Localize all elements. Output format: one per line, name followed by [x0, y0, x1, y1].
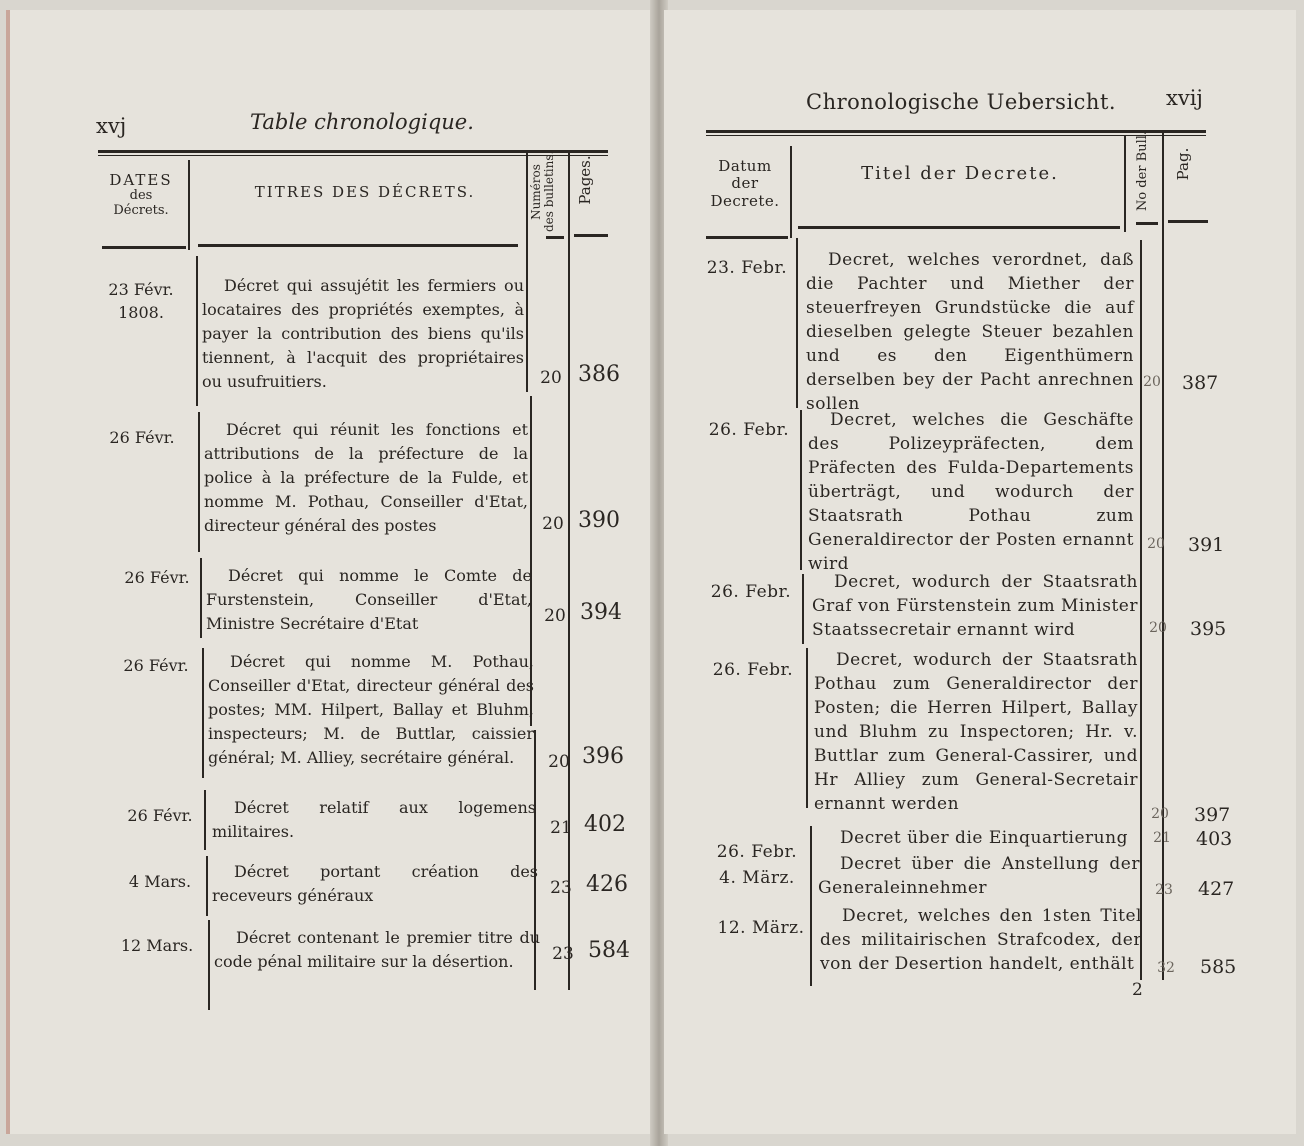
- left-row-7-title: Décret contenant le premier titre du code pénal militaire sur la désertion.: [214, 928, 540, 971]
- left-row-6-title: Décret portant création des receveurs généraux: [212, 862, 538, 905]
- left-folio: xvj: [96, 114, 127, 138]
- right-vrule-titel: [1140, 240, 1142, 980]
- right-row-6-bulletin: 23: [1155, 882, 1173, 898]
- right-row-1-page: 387: [1182, 372, 1219, 394]
- left-header-dates: DATES des Décrets.: [109, 171, 173, 219]
- right-vrule-datum-5: [810, 826, 812, 986]
- right-row-3-title: Decret, wodurch der Staatsrath Graf von Fürstenstein zum Minister Staatssecretair ernannt wird: [812, 572, 1138, 640]
- left-header-rule-pages: [574, 234, 608, 237]
- right-top-rule-thin: [706, 135, 1206, 136]
- left-row-3-page: 394: [580, 600, 622, 625]
- left-header-bulletins: Numéros des bulletins.: [529, 150, 556, 232]
- left-header-pages: Pages.: [576, 155, 594, 205]
- right-row-5-bulletin: 21: [1153, 830, 1171, 846]
- right-vrule-datum-1: [796, 238, 798, 408]
- right-folio: xvij: [1166, 86, 1203, 110]
- right-header-datum: Datum der Decrete.: [710, 157, 780, 210]
- right-row-5-title: Decret über die Einquartierung: [840, 828, 1128, 848]
- left-row-5-page: 402: [584, 812, 626, 837]
- right-row-4-date: 26. Febr.: [712, 660, 794, 680]
- left-row-5-title: Décret relatif aux logemens militaires.: [212, 798, 536, 841]
- left-row-1-bulletin: 20: [540, 368, 562, 388]
- right-header-bulletin: No der Bull.: [1135, 130, 1150, 212]
- left-header-titles: TITRES DES DÉCRETS.: [254, 183, 476, 201]
- right-row-6-page: 427: [1198, 878, 1235, 900]
- left-header-rule-dates: [102, 246, 186, 249]
- right-vrule-datum-head: [790, 146, 792, 238]
- left-row-6-date: 4 Mars.: [128, 872, 192, 891]
- right-row-6-date: 4. März.: [719, 868, 795, 888]
- right-row-7-date: 12. März.: [717, 918, 805, 938]
- right-row-5-page: 403: [1196, 828, 1233, 850]
- left-row-5-date: 26 Févr.: [127, 806, 193, 825]
- right-row-1-title: Decret, welches verordnet, daß die Pachter und Miether der steuerfreyen Grundstücke die auf dieselben gelegte Steuer bezahlen und es den Eigenthümern derselben bey der Pacht anrechnen sollen: [806, 250, 1134, 414]
- left-row-7-date: 12 Mars.: [120, 936, 194, 955]
- right-row-4-bulletin: 20: [1151, 806, 1169, 822]
- right-header-rule-pages: [1168, 220, 1208, 223]
- right-row-3-page: 395: [1190, 618, 1227, 640]
- left-vrule-dates-5: [204, 790, 206, 850]
- left-row-1-title: Décret qui assujétit les fermiers ou locataires des propriétés exemptes, à payer la contribution des biens qu'ils tiennent, à l'acquit des propriétaires ou usufruitiers.: [202, 276, 524, 391]
- right-header-titel: Titel der Decrete.: [861, 163, 1059, 184]
- right-row-1-date: 23. Febr.: [706, 258, 788, 278]
- left-vrule-dates-2: [198, 412, 200, 552]
- right-row-7-title: Decret, welches den 1sten Titel des militairischen Strafcodex, der von der Desertion handelt, enthält: [820, 906, 1142, 974]
- right-vrule-titel-head: [1124, 136, 1126, 232]
- right-row-6-title: Decret über die Anstellung der Generaleinnehmer: [818, 854, 1140, 898]
- right-header-rule-bull: [1136, 222, 1158, 225]
- right-row-3-bulletin: 20: [1149, 620, 1167, 636]
- left-row-6-page: 426: [586, 872, 628, 897]
- left-row-2-date: 26 Févr.: [109, 428, 175, 447]
- right-row-5-date: 26. Febr.: [716, 842, 798, 862]
- left-vrule-dates-head: [188, 160, 190, 250]
- left-row-1-date: 23 Févr. 1808.: [108, 280, 174, 323]
- left-vrule-bull: [568, 150, 570, 990]
- left-vrule-dates-4: [202, 648, 204, 778]
- left-row-4-page: 396: [582, 744, 624, 769]
- left-row-2-page: 390: [578, 508, 620, 533]
- right-row-1-bulletin: 20: [1143, 374, 1161, 390]
- left-vrule-dates-6: [206, 856, 208, 916]
- left-row-4-title: Décret qui nomme M. Pothau, Conseiller d'Etat, directeur général des postes; MM. Hilpert, Ballay et Bluhm, inspecteurs; M. de Buttlar, caissier général; M. Alliey, secrétaire général.: [208, 652, 534, 767]
- right-header-rule-titel: [798, 226, 1120, 229]
- right-vrule-datum-3: [802, 574, 804, 644]
- right-vrule-bull: [1162, 130, 1164, 980]
- right-row-3-date: 26. Febr.: [710, 582, 792, 602]
- signature-mark: 2: [1132, 980, 1143, 1000]
- right-header-rule-datum: [706, 236, 788, 239]
- left-row-2-bulletin: 20: [542, 514, 564, 534]
- left-row-3-date: 26 Févr.: [124, 568, 190, 587]
- left-vrule-dates-1: [196, 256, 198, 406]
- left-row-3-bulletin: 20: [544, 606, 566, 626]
- left-header-rule-titles: [198, 244, 518, 247]
- right-running-title: Chronologische Uebersicht.: [806, 90, 1117, 114]
- left-header-rule-bull: [546, 236, 564, 239]
- left-vrule-dates-3: [200, 558, 202, 638]
- left-vrule-titles-1: [526, 152, 528, 392]
- right-row-2-bulletin: 20: [1147, 536, 1165, 552]
- left-running-title: Table chronologique.: [250, 110, 474, 134]
- left-row-5-bulletin: 21: [550, 818, 572, 838]
- left-row-6-bulletin: 23: [550, 878, 572, 898]
- right-vrule-datum-2: [800, 410, 802, 570]
- left-row-3-title: Décret qui nomme le Comte de Furstenstein, Conseiller d'Etat, Ministre Secrétaire d'Etat: [206, 566, 532, 633]
- right-row-4-title: Decret, wodurch der Staatsrath Pothau zum Generaldirector der Posten; die Herren Hilpert, Ballay und Bluhm zu Inspectoren; Hr. v. Buttlar zum General-Cassirer, und Hr Alliey zum General-Secretair ernannt werden: [814, 650, 1138, 814]
- left-row-4-date: 26 Févr.: [123, 656, 189, 675]
- right-header-pages: Pag.: [1174, 147, 1192, 181]
- right-row-4-page: 397: [1194, 804, 1231, 826]
- left-vrule-dates-7: [208, 920, 210, 1010]
- right-row-2-title: Decret, welches die Geschäfte des Polizeypräfecten, dem Präfecten des Fulda-Departements überträgt, und wodurch der Staatsrath Pothau zum Generaldirector der Posten ernannt wird: [808, 410, 1134, 574]
- right-row-7-bulletin: 32: [1157, 960, 1175, 976]
- right-row-2-date: 26. Febr.: [708, 420, 790, 440]
- left-row-7-bulletin: 23: [552, 944, 574, 964]
- right-row-7-page: 585: [1200, 956, 1237, 978]
- left-row-7-page: 584: [588, 938, 630, 963]
- left-row-2-title: Décret qui réunit les fonctions et attributions de la préfecture de la police à la préfecture de la Fulde, et nomme M. Pothau, Conseiller d'Etat, directeur général des postes: [204, 420, 528, 535]
- left-row-1-page: 386: [578, 362, 620, 387]
- right-row-2-page: 391: [1188, 534, 1225, 556]
- left-row-4-bulletin: 20: [548, 752, 570, 772]
- right-top-rule: [706, 130, 1206, 133]
- right-vrule-datum-4: [806, 648, 808, 808]
